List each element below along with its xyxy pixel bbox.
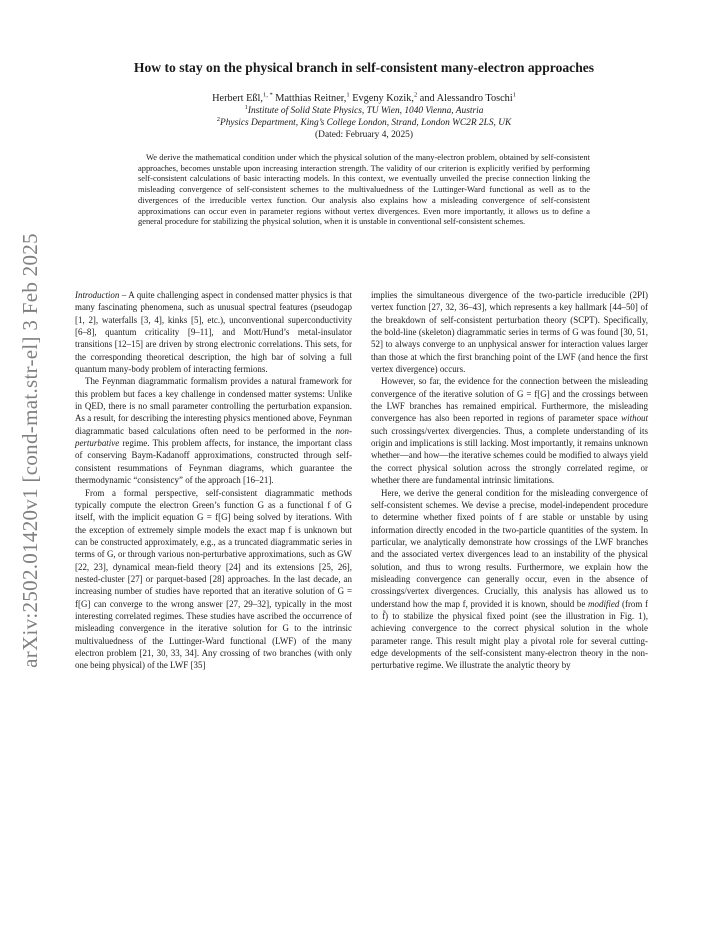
paragraph-text: such crossings/vertex divergencies. Thus, a complete understanding of its origin and implications is still lacking. Most importantly, it remains unknown whether—and how—the iterative schemes could be modified to always yield the correct physical solution across the strongly correlated regime, or whether there are fundamental intrinsic limitations. [371, 425, 648, 486]
author-name: Matthias Reitner, [272, 93, 347, 104]
paper-title: How to stay on the physical branch in self-consistent many-electron approaches [133, 60, 595, 75]
affiliation-mark: 2 [216, 115, 220, 123]
paragraph-text: However, so far, the evidence for the connection between the misleading convergence of the iterative solution of G = f[G] and the crossings between the LWF branches has remained empirical. Furthermore, the misleading convergence has also been reported in regions of parameter space [371, 376, 648, 424]
date-line: (Dated: February 4, 2025) [315, 130, 413, 140]
author-name: and Alessandro Toschi [417, 93, 513, 104]
paper-header [80, 60, 648, 140]
author-name: Herbert Eßl, [212, 93, 263, 104]
section-heading-introduction: Introduction [75, 290, 120, 300]
author-affiliation-mark: 1 [346, 91, 350, 99]
emphasis-text: non-perturbative [75, 425, 352, 449]
arxiv-identifier-text: arXiv:2502.01420v1 [cond-mat.str-el] 3 Feb 2025 [17, 232, 42, 668]
author-affiliation-mark: 1, * [262, 91, 273, 99]
affiliation-1 [80, 103, 648, 116]
paragraph-text: regime. This problem affects, for instance, the important class of conserving Baym-Kadanoff approximations, constructed through self-consistent resummations of Feynman diagrams, which guarantee the thermodynamic “consistency” of the approach [16–21]. [75, 438, 352, 486]
paragraph-text: (from f to f̃) to stabilize the physical fixed point (see the illustration in Fig. 1), achieving convergence to the correct physical solution in the whole parameter range. This result might play a pivotal role for several cutting-edge developments of the self-consistent many-electron theory in the non-perturbative regime. We illustrate the analytic theory by [371, 598, 648, 671]
paragraph-text: Here, we derive the general condition for the misleading convergence of self-consistent schemes. We devise a precise, model-independent procedure to determine whether fixed points of f are stable or unstable by using information directly encoded in the two-particle quantities of the system. In particular, we analytically demonstrate how crossings of the LWF branches and the associated vertex divergences lead to an instability of the physical solution, and thus to wrong results. Furthermore, we explain how the misleading convergence can generally occur, even in the absence of crossings/vertex divergences. Crucially, this analysis has allowed us to understand how the map f, provided it is known, should be [371, 487, 648, 609]
affiliation-text: Physics Department, King’s College London, Strand, London WC2R 2LS, UK [220, 118, 512, 128]
author-affiliation-mark: 2 [413, 91, 418, 99]
emphasis-text: without [621, 413, 648, 424]
author-name: Evgeny Kozik, [349, 93, 414, 104]
paragraph [371, 375, 648, 486]
paragraph [75, 289, 352, 375]
affiliation-text: Institute of Solid State Physics, TU Wien, 1040 Vienna, Austria [247, 106, 484, 116]
affiliation-2 [80, 115, 648, 128]
paragraph [371, 487, 648, 672]
paragraph [75, 375, 352, 486]
paragraph: implies the simultaneous divergence of the two-particle irreducible (2PI) vertex function [27, 32, 36–43], which represents a key hallmark [44–50] of the breakdown of self-consistent perturbation theory (SCPT). Specifically, the bold-line (skeleton) diagrammatic series in terms of G was found [30, 51, 52] to always converge to an unphysical answer for interaction values larger than those at which the first branching point of the LWF (and hence the first vertex divergence) occurs. [371, 290, 648, 375]
affiliation-mark: 1 [244, 103, 248, 111]
body-column-right [371, 289, 648, 672]
author-list [80, 93, 648, 104]
arxiv-identifier-stamp [8, 230, 52, 670]
abstract: We derive the mathematical condition under which the physical solution of the many-electron problem, obtained by self-consistent approaches, becomes unstable upon increasing interaction strength. The validity of our criterion is explicitly verified by performing self-consistent calculations of basic interacting models. In this context, we eventually unveiled the precise connection linking the misleading convergence of self-consistent schemes to the multivaluedness of the Luttinger-Ward functional as well as to the divergences of the irreducible vertex function. Our analysis also explains how a misleading convergence of self-consistent approximations can occur even in parameter regions without vertex divergences. Even more importantly, it allows us to define a general procedure for stabilizing the physical solution, when it is unstable in conventional self-consistent schemes. [138, 152, 590, 227]
body-column-left [75, 289, 352, 672]
paragraph: From a formal perspective, self-consistent diagrammatic methods typically compute the electron Green’s function G as a functional f of G itself, with the implicit equation G = f[G] being solved by iterations. With the exception of extremely simple models the exact map f is unknown but can be constructed approximately, e.g., as a truncated diagrammatic series in terms of G, or through various non-perturbative approximations, such as GW [22, 23], dynamical mean-field theory [24] and its extensions [25, 26], nested-cluster [27] or parquet-based [28] approaches. In the last decade, an increasing number of studies have reported that an iterative solution of G = f[G] can converge to the wrong answer [27, 29–32], typically in the most interesting correlated regimes. These studies have ascribed the occurrence of misleading convergence in the iterative solution for G to the intrinsic multivaluedness of the Luttinger-Ward functional (LWF) of the many electron problem [21, 30, 33, 34]. Any crossing of two branches (with only one being physical) of the LWF [35] [75, 487, 352, 671]
author-affiliation-mark: 1 [512, 91, 516, 99]
paragraph-text: The Feynman diagrammatic formalism provides a natural framework for this problem but faces a key challenge in condensed matter systems: Unlike in QED, there is no small parameter controlling the perturbation expansion. As a result, for describing the interesting physics mentioned above, Feynman diagrammatic based calculations often need to be performed in the [75, 376, 352, 436]
paragraph-text: – A quite challenging aspect in condensed matter physics is that many fascinating phenomena, such as unusual spectral features (pseudogap [1, 2], waterfalls [3, 4], kinks [5], etc.), unconventional superconductivity [6–8], quantum criticality [9–11], and Mott/Hund’s metal-insulator transitions [12–15] are driven by strong electronic correlations. This sets, for the corresponding theoretical description, the high bar of solving a full quantum many-body problem of interacting fermions. [75, 290, 352, 375]
emphasis-text: modified [588, 598, 620, 609]
